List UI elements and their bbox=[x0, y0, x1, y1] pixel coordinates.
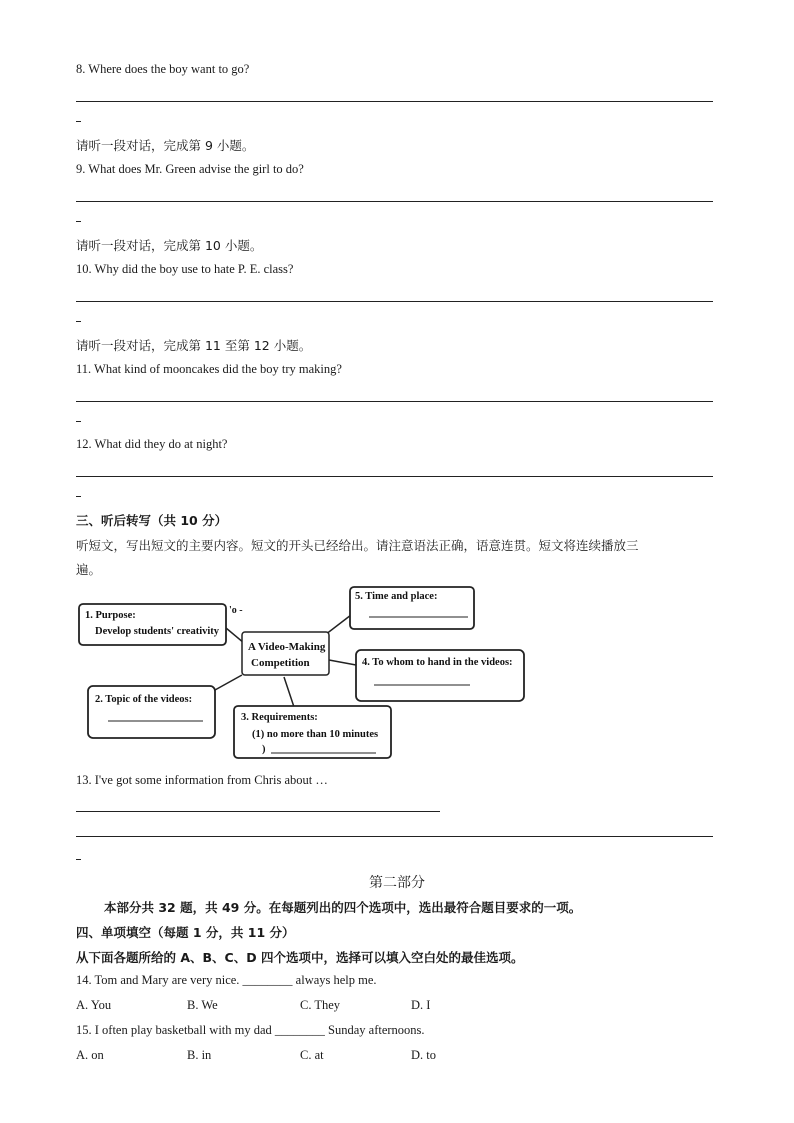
question-10: 10. Why did the boy use to hate P. E. class? bbox=[76, 262, 294, 276]
answer-dash bbox=[76, 421, 81, 422]
question-15-option-b[interactable]: B. in bbox=[187, 1048, 212, 1062]
section-3-heading: 三、听后转写（共 10 分） bbox=[76, 513, 228, 528]
topic-title: 2. Topic of the videos: bbox=[95, 694, 193, 705]
purpose-title: 1. Purpose: bbox=[85, 610, 136, 621]
section-4-heading: 四、单项填空（每题 1 分，共 11 分） bbox=[76, 925, 295, 940]
part-2-title: 第二部分 bbox=[369, 875, 425, 891]
question-14-option-c[interactable]: C. They bbox=[300, 998, 341, 1012]
question-12: 12. What did they do at night? bbox=[76, 437, 228, 451]
part-2-description: 本部分共 32 题，共 49 分。在每题列出的四个选项中，选出最符合题目要求的一项。 bbox=[104, 900, 582, 915]
connector-line bbox=[284, 677, 294, 707]
section-3-instruction-cont: 遍。 bbox=[76, 562, 102, 577]
question-15-stem: 15. I often play basketball with my dad ________ Sunday afternoons. bbox=[76, 1023, 425, 1037]
instruction-10: 请听一段对话，完成第 10 小题。 bbox=[76, 238, 263, 253]
question-14-option-a[interactable]: A. You bbox=[76, 998, 112, 1012]
question-15-option-c[interactable]: C. at bbox=[300, 1048, 324, 1062]
answer-line[interactable] bbox=[76, 811, 440, 812]
question-8: 8. Where does the boy want to go? bbox=[76, 62, 250, 76]
center-label-line1: A Video-Making bbox=[248, 641, 326, 653]
time-place-title: 5. Time and place: bbox=[355, 591, 438, 602]
question-13: 13. I've got some information from Chris about … bbox=[76, 773, 328, 787]
answer-dash bbox=[76, 121, 81, 122]
requirements-title: 3. Requirements: bbox=[241, 712, 318, 723]
center-label-line2: Competition bbox=[251, 657, 310, 669]
answer-line[interactable] bbox=[76, 101, 713, 102]
answer-dash bbox=[76, 221, 81, 222]
answer-dash bbox=[76, 321, 81, 322]
answer-line[interactable] bbox=[76, 836, 713, 837]
question-14-option-d[interactable]: D. I bbox=[411, 998, 431, 1012]
answer-dash bbox=[76, 859, 81, 860]
mind-map-diagram bbox=[76, 585, 536, 765]
question-14-option-b[interactable]: B. We bbox=[187, 998, 218, 1012]
question-15-option-a[interactable]: A. on bbox=[76, 1048, 104, 1062]
question-14-stem: 14. Tom and Mary are very nice. ________ always help me. bbox=[76, 973, 377, 987]
answer-line[interactable] bbox=[76, 301, 713, 302]
question-9: 9. What does Mr. Green advise the girl to do? bbox=[76, 162, 304, 176]
requirements-item-1: (1) no more than 10 minutes bbox=[252, 729, 379, 740]
instruction-9: 请听一段对话，完成第 9 小题。 bbox=[76, 138, 255, 153]
connector-line bbox=[329, 660, 356, 665]
answer-line[interactable] bbox=[76, 476, 713, 477]
question-15-option-d[interactable]: D. to bbox=[411, 1048, 436, 1062]
purpose-text: Develop students' creativity bbox=[95, 626, 220, 637]
answer-line[interactable] bbox=[76, 201, 713, 202]
hand-in-title: 4. To whom to hand in the videos: bbox=[362, 657, 513, 668]
question-11: 11. What kind of mooncakes did the boy try making? bbox=[76, 362, 342, 376]
answer-dash bbox=[76, 496, 81, 497]
section-4-instruction: 从下面各题所给的 A、B、C、D 四个选项中，选择可以填入空白处的最佳选项。 bbox=[76, 950, 524, 965]
answer-line[interactable] bbox=[76, 401, 713, 402]
section-3-instruction: 听短文，写出短文的主要内容。短文的开头已经给出。请注意语法正确，语意连贯。短文将连续播放三 bbox=[76, 538, 639, 553]
requirements-item-2-mark: ) bbox=[262, 744, 266, 755]
instruction-11-12: 请听一段对话，完成第 11 至第 12 小题。 bbox=[76, 338, 312, 353]
stray-mark: 'o - bbox=[229, 605, 243, 616]
